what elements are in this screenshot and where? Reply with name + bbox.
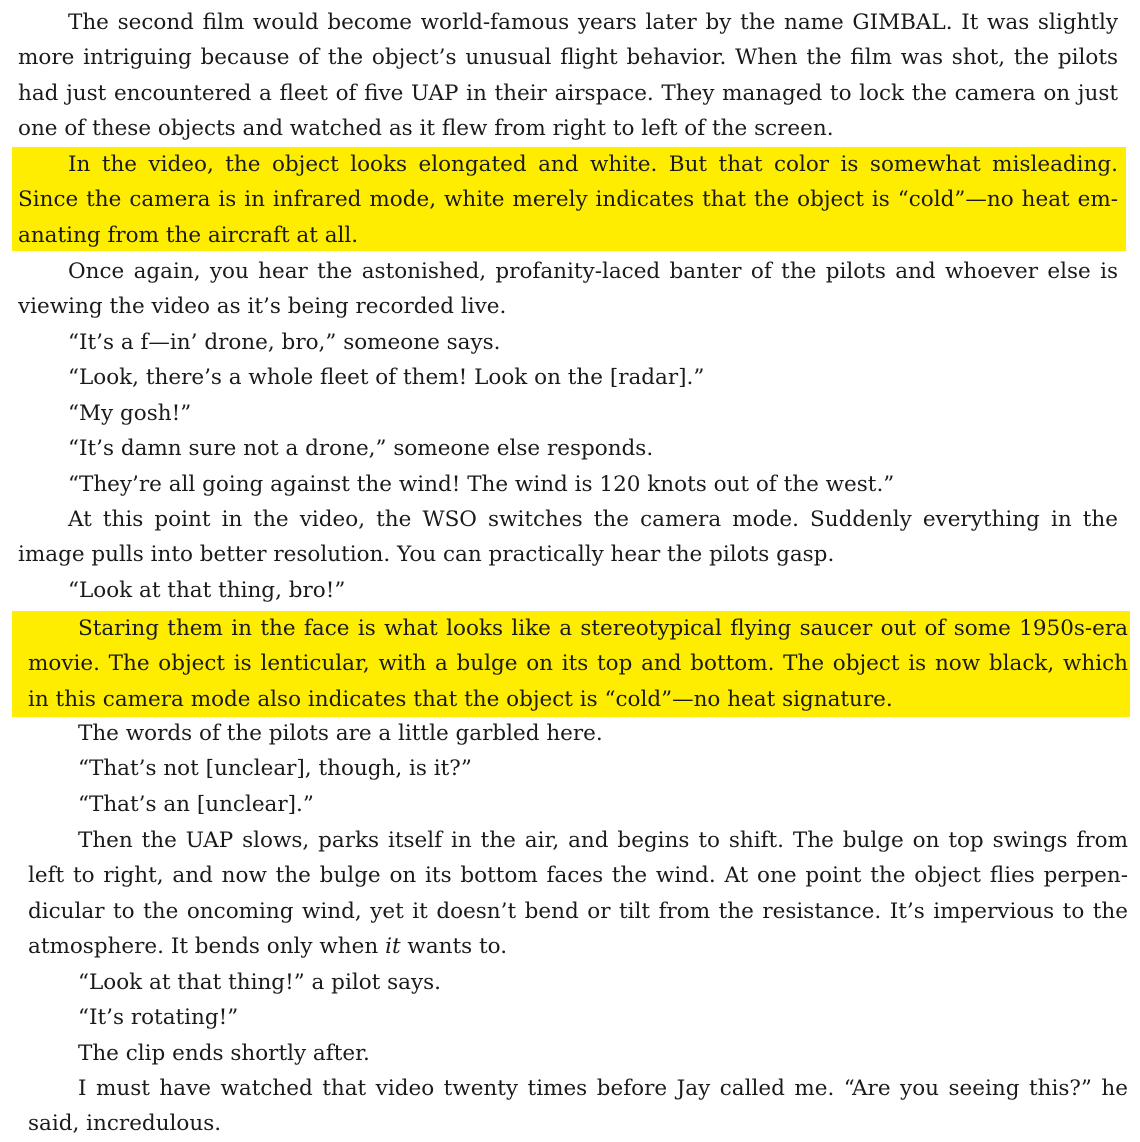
text-fragment: wants to. <box>400 934 508 960</box>
text-line: The second film would become world-famous years later by the name GIMBAL. It was slightly <box>68 10 1118 35</box>
highlighted-text-line: In the video, the object looks elongated and white. But that color is somewhat misleading. <box>68 152 1118 177</box>
dialogue-line: “It’s rotating!” <box>78 1005 239 1031</box>
dialogue-line: “Look at that thing, bro!” <box>68 578 346 603</box>
dialogue-group-2 <box>18 573 1118 608</box>
text-line <box>28 929 1128 964</box>
highlighted-text-line: Since the camera is in infrared mode, white merely indicates that the object is “cold”—no heat em- <box>18 187 1118 213</box>
paragraph-highlighted-infrared <box>18 147 1118 253</box>
text-line: At this point in the video, the WSO switches the camera mode. Suddenly everything in the <box>68 507 1118 532</box>
paragraph-garbled <box>28 716 1128 822</box>
text-line: I must have watched that video twenty times before Jay called me. “Are you seeing this?” he <box>78 1076 1128 1101</box>
text-line: left to right, and now the bulge on its bottom faces the wind. At one point the object flies perpen- <box>28 863 1128 889</box>
dialogue-line: “It’s damn sure not a drone,” someone else responds. <box>68 436 654 462</box>
paragraph-camera-mode <box>18 502 1118 573</box>
text-line: more intriguing because of the object’s unusual flight behavior. When the film was shot, the pilots <box>18 45 1118 71</box>
highlighted-text-line: movie. The object is lenticular, with a bulge on its top and bottom. The object is now black, which <box>28 651 1128 677</box>
paragraph-banter <box>18 254 1118 325</box>
text-line: dicular to the oncoming wind, yet it doesn’t bend or tilt from the resistance. It’s impervious to the <box>28 898 1128 924</box>
dialogue-line: “My gosh!” <box>68 400 192 426</box>
dialogue-group-1 <box>18 325 1118 502</box>
paragraph-gimbal-intro <box>18 5 1118 147</box>
dialogue-group-4 <box>28 965 1128 1071</box>
paragraph-highlighted-saucer <box>28 611 1128 717</box>
dialogue-line: “That’s an [unclear].” <box>78 791 314 817</box>
paragraph-uap-shift <box>28 823 1128 965</box>
text-line: Once again, you hear the astonished, profanity-laced banter of the pilots and whoever else is <box>68 259 1118 284</box>
text-line: Then the UAP slows, parks itself in the air, and begins to shift. The bulge on top swings from <box>78 828 1128 853</box>
highlighted-text-line: anating from the aircraft at all. <box>18 222 359 248</box>
highlighted-text-line: in this camera mode also indicates that the object is “cold”—no heat signature. <box>28 686 893 712</box>
dialogue-line: “Look, there’s a whole fleet of them! Look on the [radar].” <box>68 365 705 391</box>
dialogue-line: “Look at that thing!” a pilot says. <box>78 970 441 995</box>
text-line: image pulls into better resolution. You can practically hear the pilots gasp. <box>18 542 835 568</box>
highlighted-text-line: Staring them in the face is what looks like a stereotypical flying saucer out of some 1950s-era <box>78 616 1128 641</box>
text-line: The words of the pilots are a little garbled here. <box>78 721 603 746</box>
dialogue-line: “It’s a f—in’ drone, bro,” someone says. <box>68 330 501 355</box>
text-line: viewing the video as it’s being recorded live. <box>18 294 507 320</box>
text-fragment: atmosphere. It bends only when <box>28 934 386 960</box>
paragraph-jay-call <box>28 1071 1128 1142</box>
dialogue-line: “They’re all going against the wind! The wind is 120 knots out of the west.” <box>68 471 895 497</box>
text-line: had just encountered a fleet of five UAP in their airspace. They managed to lock the camera on just <box>18 80 1118 106</box>
text-line: The clip ends shortly after. <box>78 1040 370 1066</box>
italic-word: it <box>385 934 401 960</box>
text-line: one of these objects and watched as it flew from right to left of the screen. <box>18 116 834 142</box>
dialogue-line: “That’s not [unclear], though, is it?” <box>78 756 472 782</box>
text-line: said, incredulous. <box>28 1111 222 1137</box>
